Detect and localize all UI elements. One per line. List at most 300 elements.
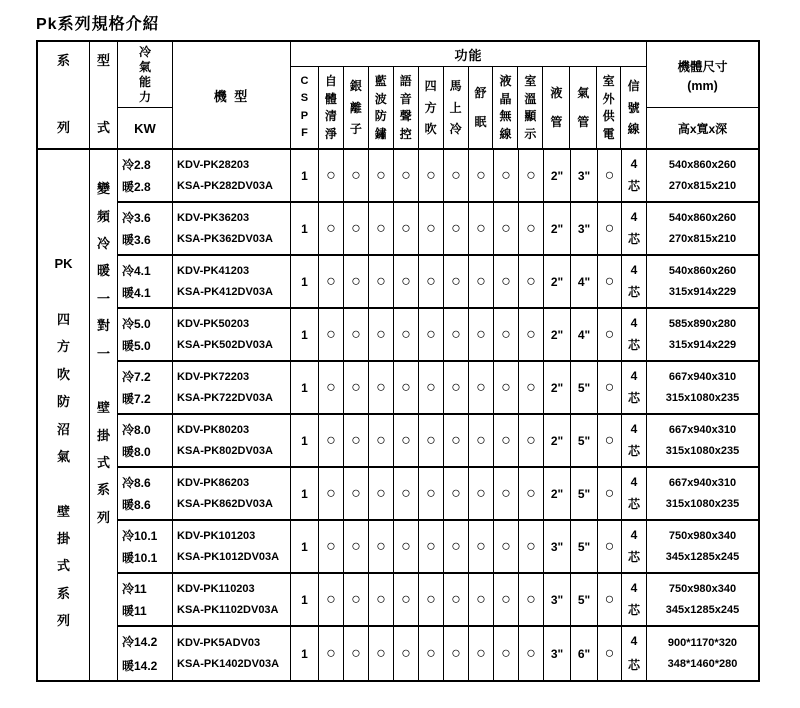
function-column-char: 眠 [474, 115, 487, 129]
model-line1: KDV-PK5ADV03 [177, 636, 261, 649]
header-series-top: 系 [56, 53, 70, 68]
cspf-value: 1 [291, 256, 319, 307]
outdoor-power-value: ○ [598, 574, 622, 625]
feature-circle-self-clean: ○ [319, 521, 344, 572]
table-row [118, 521, 758, 574]
table-row [118, 415, 758, 468]
function-column-self-clean [319, 67, 344, 148]
feature-circle-lcd-wireless-remote: ○ [494, 203, 519, 254]
gas-pipe-value: 6" [571, 627, 598, 680]
function-column-char: 聲 [399, 109, 412, 124]
feature-circle-four-way-airflow: ○ [419, 468, 444, 519]
feature-circle-blue-wave-antirust: ○ [369, 150, 394, 201]
dimensions-cell [647, 150, 758, 201]
function-column-char: 外 [602, 91, 615, 106]
capacity-char: 能 [138, 74, 151, 89]
series-char: PK [54, 256, 73, 272]
capacity-cell [118, 468, 173, 519]
type-char: 暖 [96, 263, 110, 279]
model-line2: KSA-PK412DV03A [177, 286, 273, 298]
model-line2: KSA-PK722DV03A [177, 392, 273, 404]
model-cell [173, 150, 291, 201]
cspf-value: 1 [291, 203, 319, 254]
dimensions-line1: 540x860x260 [668, 265, 737, 277]
model-line1: KDV-PK50203 [177, 318, 250, 330]
feature-circle-voice-control: ○ [394, 415, 419, 466]
feature-circle-comfort-sleep: ○ [469, 362, 494, 413]
function-column-char: 供 [602, 109, 615, 124]
feature-circle-instant-cooling: ○ [444, 574, 469, 625]
function-column-char: 晶 [499, 91, 512, 106]
capacity-heat-value: 暖4.1 [122, 286, 151, 301]
type-char: 變 [96, 181, 110, 197]
outdoor-power-value: ○ [598, 203, 622, 254]
capacity-cell [118, 574, 173, 625]
dimensions-cell [647, 574, 758, 625]
liquid-pipe-value: 2" [544, 309, 571, 360]
capacity-char: 氣 [138, 59, 151, 74]
function-column-char: 藍 [374, 74, 387, 89]
feature-circle-voice-control: ○ [394, 203, 419, 254]
dimensions-line2: 348*1460*280 [667, 658, 738, 671]
series-char: 方 [56, 339, 70, 355]
feature-circle-voice-control: ○ [394, 574, 419, 625]
type-char: 列 [96, 509, 110, 525]
feature-circle-voice-control: ○ [394, 309, 419, 360]
feature-circle-comfort-sleep: ○ [469, 627, 494, 680]
model-cell [173, 521, 291, 572]
feature-circle-silver-ion: ○ [344, 256, 369, 307]
dimensions-line1: 540x860x260 [668, 159, 737, 171]
signal-wire-count: 4 [630, 474, 638, 489]
table-row [118, 256, 758, 309]
series-char: 氣 [56, 448, 70, 464]
feature-circle-self-clean: ○ [319, 415, 344, 466]
dimensions-line1: 585x890x280 [668, 318, 737, 330]
function-column-char: 信 [627, 78, 640, 93]
feature-circle-silver-ion: ○ [344, 415, 369, 466]
feature-circle-silver-ion: ○ [344, 203, 369, 254]
table-row [118, 574, 758, 627]
function-column-room-temp-display [518, 67, 543, 148]
signal-wire-unit: 芯 [627, 550, 640, 565]
capacity-cell [118, 627, 173, 680]
signal-wire-unit: 芯 [627, 338, 640, 353]
capacity-cell [118, 521, 173, 572]
feature-circle-blue-wave-antirust: ○ [369, 362, 394, 413]
feature-circle-silver-ion: ○ [344, 627, 369, 680]
feature-circle-room-temp-display: ○ [519, 468, 544, 519]
function-column-char: 管 [577, 115, 590, 129]
dimensions-line2: 345x1285x245 [665, 604, 740, 616]
series-char: 四 [56, 311, 70, 327]
type-char: 冷 [96, 235, 110, 251]
function-column-comfort-sleep [469, 67, 494, 148]
capacity-char: 冷 [138, 44, 151, 59]
dimensions-line2: 270x815x210 [668, 233, 737, 245]
feature-circle-instant-cooling: ○ [444, 256, 469, 307]
feature-circle-four-way-airflow: ○ [419, 415, 444, 466]
function-column-char: 溫 [524, 91, 537, 106]
feature-circle-voice-control: ○ [394, 627, 419, 680]
function-column-char: 馬 [449, 78, 462, 93]
function-column-char: 液 [499, 74, 512, 89]
series-column [38, 150, 90, 680]
signal-wire-count: 4 [630, 527, 638, 542]
dimensions-cell [647, 256, 758, 307]
dimensions-line1: 750x980x340 [668, 530, 737, 542]
cspf-value: 1 [291, 362, 319, 413]
signal-wire-unit: 芯 [627, 232, 640, 247]
outdoor-power-value: ○ [598, 627, 622, 680]
feature-circle-room-temp-display: ○ [519, 415, 544, 466]
function-column-char: 號 [627, 100, 640, 115]
function-column-char: 淨 [324, 126, 337, 141]
capacity-heat-value: 暖8.0 [122, 445, 151, 460]
feature-circle-voice-control: ○ [394, 150, 419, 201]
feature-circle-instant-cooling: ○ [444, 468, 469, 519]
feature-circle-lcd-wireless-remote: ○ [494, 309, 519, 360]
gas-pipe-value: 5" [571, 362, 598, 413]
function-column-char: 上 [449, 100, 462, 115]
model-line1: KDV-PK80203 [177, 424, 250, 436]
series-char: 防 [56, 394, 70, 410]
gas-pipe-value: 5" [571, 468, 598, 519]
function-column-char: 清 [324, 109, 337, 124]
row-groups [118, 150, 758, 680]
signal-wire-count: 4 [630, 209, 638, 224]
feature-circle-comfort-sleep: ○ [469, 521, 494, 572]
capacity-cell [118, 256, 173, 307]
type-char: 壁 [96, 400, 110, 416]
dimensions-title-text: 機體尺寸 [677, 59, 728, 74]
type-char: 一 [96, 290, 110, 306]
function-column-char: 室 [602, 74, 615, 89]
feature-circle-voice-control: ○ [394, 468, 419, 519]
dimensions-line2: 270x815x210 [668, 180, 737, 192]
function-column-instant-cooling [444, 67, 469, 148]
dimensions-cell [647, 468, 758, 519]
capacity-heat-value: 暖8.6 [122, 498, 151, 513]
gas-pipe-value: 3" [571, 150, 598, 201]
function-column-char: 舒 [474, 86, 487, 100]
feature-circle-comfort-sleep: ○ [469, 256, 494, 307]
model-cell [173, 362, 291, 413]
table-row [118, 468, 758, 521]
table-header [38, 42, 758, 150]
feature-circle-blue-wave-antirust: ○ [369, 468, 394, 519]
gas-pipe-value: 4" [571, 309, 598, 360]
signal-wire-cell [622, 574, 647, 625]
feature-circle-room-temp-display: ○ [519, 362, 544, 413]
cspf-value: 1 [291, 574, 319, 625]
signal-wire-unit: 芯 [627, 603, 640, 618]
function-column-char: 音 [399, 91, 412, 106]
signal-wire-cell [622, 309, 647, 360]
feature-circle-instant-cooling: ○ [444, 415, 469, 466]
function-column-char: F [301, 126, 308, 139]
feature-circle-silver-ion: ○ [344, 574, 369, 625]
model-line1: KDV-PK41203 [177, 265, 250, 277]
dimensions-line2: 315x914x229 [668, 286, 737, 298]
liquid-pipe-value: 3" [544, 627, 571, 680]
model-line2: KSA-PK282DV03A [177, 180, 273, 192]
function-column-lcd-wireless-remote [493, 67, 518, 148]
capacity-cell [118, 362, 173, 413]
dimensions-line1: 540x860x260 [668, 212, 737, 224]
feature-circle-lcd-wireless-remote: ○ [494, 627, 519, 680]
header-type-bottom: 式 [96, 120, 110, 135]
model-cell [173, 574, 291, 625]
feature-circle-blue-wave-antirust: ○ [369, 627, 394, 680]
function-column-char: 銀 [349, 78, 362, 93]
feature-circle-room-temp-display: ○ [519, 521, 544, 572]
cspf-value: 1 [291, 468, 319, 519]
feature-circle-four-way-airflow: ○ [419, 574, 444, 625]
liquid-pipe-value: 2" [544, 362, 571, 413]
header-series [38, 42, 90, 148]
header-dimensions [647, 42, 758, 148]
signal-wire-count: 4 [630, 634, 638, 649]
function-column-char: P [300, 109, 309, 122]
series-char: 沼 [56, 421, 70, 437]
capacity-cell [118, 150, 173, 201]
dimensions-unit-text: (mm) [687, 78, 718, 93]
function-column-char: 四 [424, 78, 437, 93]
feature-circle-self-clean: ○ [319, 574, 344, 625]
feature-circle-self-clean: ○ [319, 203, 344, 254]
feature-circle-four-way-airflow: ○ [419, 362, 444, 413]
feature-circle-blue-wave-antirust: ○ [369, 256, 394, 307]
series-char: 壁 [56, 503, 70, 519]
capacity-cool-value: 冷8.0 [122, 422, 151, 437]
model-cell [173, 415, 291, 466]
dimensions-cell [647, 309, 758, 360]
feature-circle-self-clean: ○ [319, 309, 344, 360]
liquid-pipe-value: 3" [544, 521, 571, 572]
table-row [118, 362, 758, 415]
capacity-heat-value: 暖3.6 [122, 233, 151, 248]
model-line1: KDV-PK101203 [177, 530, 256, 542]
feature-circle-lcd-wireless-remote: ○ [494, 256, 519, 307]
function-column-char: 線 [499, 126, 512, 141]
feature-circle-room-temp-display: ○ [519, 256, 544, 307]
outdoor-power-value: ○ [598, 309, 622, 360]
signal-wire-count: 4 [630, 315, 638, 330]
feature-circle-silver-ion: ○ [344, 150, 369, 201]
feature-circle-instant-cooling: ○ [444, 627, 469, 680]
type-char: 系 [96, 482, 110, 498]
signal-wire-unit: 芯 [627, 657, 640, 672]
feature-circle-comfort-sleep: ○ [469, 468, 494, 519]
capacity-cool-value: 冷5.0 [122, 316, 151, 331]
table-row [118, 627, 758, 680]
function-column-char: S [300, 92, 309, 105]
feature-circle-silver-ion: ○ [344, 362, 369, 413]
feature-circle-comfort-sleep: ○ [469, 150, 494, 201]
signal-wire-cell [622, 521, 647, 572]
signal-wire-cell [622, 203, 647, 254]
function-column-char: 自 [324, 74, 337, 89]
dimensions-cell [647, 415, 758, 466]
model-line2: KSA-PK502DV03A [177, 339, 273, 351]
cspf-value: 1 [291, 309, 319, 360]
feature-circle-silver-ion: ○ [344, 468, 369, 519]
feature-circle-room-temp-display: ○ [519, 309, 544, 360]
feature-circle-self-clean: ○ [319, 150, 344, 201]
feature-circle-instant-cooling: ○ [444, 203, 469, 254]
signal-wire-cell [622, 627, 647, 680]
feature-circle-blue-wave-antirust: ○ [369, 574, 394, 625]
header-function-columns [291, 67, 646, 148]
type-column [90, 150, 118, 680]
function-column-four-way-airflow [419, 67, 444, 148]
header-capacity [118, 42, 173, 148]
outdoor-power-value: ○ [598, 468, 622, 519]
function-column-char: 氣 [577, 86, 590, 100]
model-cell [173, 256, 291, 307]
series-char: 系 [56, 585, 70, 601]
dimensions-line1: 667x940x310 [668, 477, 737, 489]
dimensions-line2: 345x1285x245 [665, 551, 740, 563]
page-title: Pk系列規格介紹 [36, 16, 160, 33]
feature-circle-voice-control: ○ [394, 256, 419, 307]
liquid-pipe-value: 2" [544, 415, 571, 466]
function-column-silver-ion [344, 67, 369, 148]
gas-pipe-value: 5" [571, 574, 598, 625]
function-column-signal-wire [621, 67, 646, 148]
feature-circle-self-clean: ○ [319, 362, 344, 413]
signal-wire-count: 4 [630, 156, 638, 171]
cspf-value: 1 [291, 415, 319, 466]
series-char: 吹 [56, 366, 70, 382]
function-column-char: 電 [602, 126, 615, 141]
model-line2: KSA-PK802DV03A [177, 445, 273, 457]
feature-circle-comfort-sleep: ○ [469, 309, 494, 360]
feature-circle-comfort-sleep: ○ [469, 203, 494, 254]
function-column-char: 控 [399, 126, 412, 141]
dimensions-cell [647, 362, 758, 413]
header-model: 機 型 [173, 42, 291, 148]
feature-circle-instant-cooling: ○ [444, 362, 469, 413]
model-line1: KDV-PK86203 [177, 477, 250, 489]
dimensions-cell [647, 521, 758, 572]
table-row [118, 309, 758, 362]
function-column-char: 語 [399, 74, 412, 89]
dimensions-line2: 315x914x229 [668, 339, 737, 351]
dimensions-cell [647, 627, 758, 680]
type-char: 一 [96, 345, 110, 361]
signal-wire-cell [622, 256, 647, 307]
capacity-cool-value: 冷8.6 [122, 475, 151, 490]
liquid-pipe-value: 2" [544, 468, 571, 519]
function-column-char: 顯 [524, 109, 537, 124]
feature-circle-blue-wave-antirust: ○ [369, 203, 394, 254]
dimensions-cell [647, 203, 758, 254]
feature-circle-four-way-airflow: ○ [419, 203, 444, 254]
liquid-pipe-value: 2" [544, 203, 571, 254]
model-line1: KDV-PK28203 [177, 159, 250, 171]
header-capacity-unit: KW [134, 120, 156, 136]
function-column-char: 線 [627, 122, 640, 137]
model-line1: KDV-PK110203 [177, 583, 255, 595]
gas-pipe-value: 5" [571, 521, 598, 572]
table-row [118, 150, 758, 203]
capacity-cool-value: 冷4.1 [122, 263, 151, 278]
capacity-cell [118, 309, 173, 360]
outdoor-power-value: ○ [598, 150, 622, 201]
function-column-char: 示 [524, 126, 537, 141]
model-line1: KDV-PK36203 [177, 212, 250, 224]
gas-pipe-value: 3" [571, 203, 598, 254]
feature-circle-lcd-wireless-remote: ○ [494, 150, 519, 201]
feature-circle-lcd-wireless-remote: ○ [494, 362, 519, 413]
capacity-cell [118, 415, 173, 466]
feature-circle-four-way-airflow: ○ [419, 309, 444, 360]
feature-circle-comfort-sleep: ○ [469, 415, 494, 466]
header-type-top: 型 [96, 53, 110, 68]
feature-circle-instant-cooling: ○ [444, 309, 469, 360]
dimensions-line2: 315x1080x235 [665, 392, 740, 404]
signal-wire-unit: 芯 [627, 179, 640, 194]
model-line2: KSA-PK362DV03A [177, 233, 273, 245]
header-series-bottom: 列 [56, 120, 70, 135]
function-column-char: 方 [424, 100, 437, 115]
capacity-cool-value: 冷14.2 [122, 635, 158, 650]
function-column-char: 波 [374, 91, 387, 106]
feature-circle-room-temp-display: ○ [519, 150, 544, 201]
feature-circle-room-temp-display: ○ [519, 574, 544, 625]
function-column-char: 防 [374, 109, 387, 124]
signal-wire-cell [622, 415, 647, 466]
signal-wire-unit: 芯 [627, 285, 640, 300]
function-column-char: 液 [550, 86, 563, 100]
function-column-char: 無 [499, 109, 512, 124]
model-cell [173, 309, 291, 360]
model-line2: KSA-PK1012DV03A [177, 551, 280, 563]
function-column-char: 室 [524, 74, 537, 89]
capacity-heat-value: 暖5.0 [122, 339, 151, 354]
type-char: 式 [96, 455, 110, 471]
feature-circle-silver-ion: ○ [344, 521, 369, 572]
table-row [118, 203, 758, 256]
function-column-char: 體 [324, 91, 337, 106]
capacity-cool-value: 冷2.8 [122, 157, 151, 172]
feature-circle-room-temp-display: ○ [519, 627, 544, 680]
function-column-char: 子 [349, 122, 362, 137]
feature-circle-blue-wave-antirust: ○ [369, 521, 394, 572]
model-line2: KSA-PK1402DV03A [177, 658, 280, 671]
header-capacity-label [118, 42, 172, 108]
cspf-value: 1 [291, 627, 319, 680]
feature-circle-instant-cooling: ○ [444, 150, 469, 201]
model-line1: KDV-PK72203 [177, 371, 250, 383]
model-line2: KSA-PK1102DV03A [177, 604, 279, 616]
function-column-voice-control [394, 67, 419, 148]
dimensions-line1: 667x940x310 [668, 424, 737, 436]
type-char: 頻 [96, 208, 110, 224]
signal-wire-count: 4 [630, 262, 638, 277]
liquid-pipe-value: 3" [544, 574, 571, 625]
function-column-outdoor-power [597, 67, 621, 148]
header-type [90, 42, 118, 148]
function-column-char: 冷 [449, 122, 462, 137]
dimensions-line1: 667x940x310 [668, 371, 737, 383]
header-functions-group [291, 42, 647, 148]
feature-circle-voice-control: ○ [394, 362, 419, 413]
feature-circle-silver-ion: ○ [344, 309, 369, 360]
signal-wire-cell [622, 150, 647, 201]
